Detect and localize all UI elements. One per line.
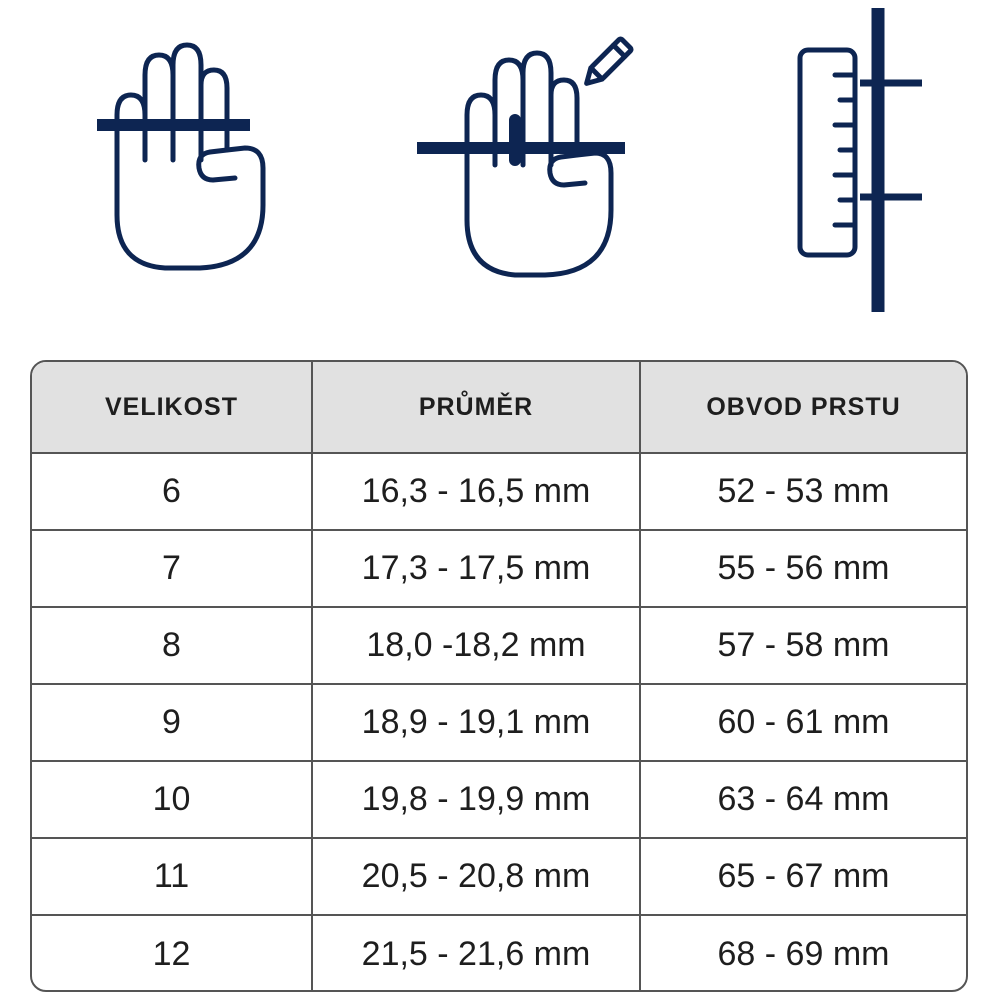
instruction-icons [0, 0, 1000, 330]
size-cell: 7 [32, 530, 312, 607]
table-row [32, 453, 966, 530]
table-row [32, 761, 966, 838]
column-header-circumference: OBVOD PRSTU [640, 362, 966, 453]
size-cell: 12 [32, 915, 312, 992]
table-row [32, 530, 966, 607]
diameter-cell: 21,5 - 21,6 mm [312, 915, 640, 992]
hand-measure-icon [95, 40, 270, 275]
table-row [32, 684, 966, 761]
circumference-cell: 63 - 64 mm [640, 761, 966, 838]
ruler-icon [790, 5, 925, 315]
ring-size-table [30, 360, 968, 992]
diameter-cell: 20,5 - 20,8 mm [312, 838, 640, 915]
size-table [32, 362, 966, 992]
size-cell: 8 [32, 607, 312, 684]
diameter-cell: 19,8 - 19,9 mm [312, 761, 640, 838]
table-row [32, 607, 966, 684]
diameter-cell: 17,3 - 17,5 mm [312, 530, 640, 607]
diameter-cell: 18,9 - 19,1 mm [312, 684, 640, 761]
table-row [32, 915, 966, 992]
diameter-cell: 18,0 -18,2 mm [312, 607, 640, 684]
hand-mark-icon [415, 25, 650, 280]
circumference-cell: 52 - 53 mm [640, 453, 966, 530]
table-header-row [32, 362, 966, 453]
circumference-cell: 68 - 69 mm [717, 934, 890, 973]
column-header-size: VELIKOST [32, 362, 312, 453]
size-cell: 9 [32, 684, 312, 761]
circumference-cell: 60 - 61 mm [640, 684, 966, 761]
circumference-cell: 57 - 58 mm [640, 607, 966, 684]
size-cell: 11 [32, 838, 312, 915]
size-cell: 6 [32, 453, 312, 530]
size-cell: 10 [32, 761, 312, 838]
circumference-cell: 55 - 56 mm [640, 530, 966, 607]
circumference-cell: 65 - 67 mm [640, 838, 966, 915]
table-row [32, 838, 966, 915]
diameter-cell: 16,3 - 16,5 mm [312, 453, 640, 530]
column-header-diameter: PRŮMĚR [312, 362, 640, 453]
